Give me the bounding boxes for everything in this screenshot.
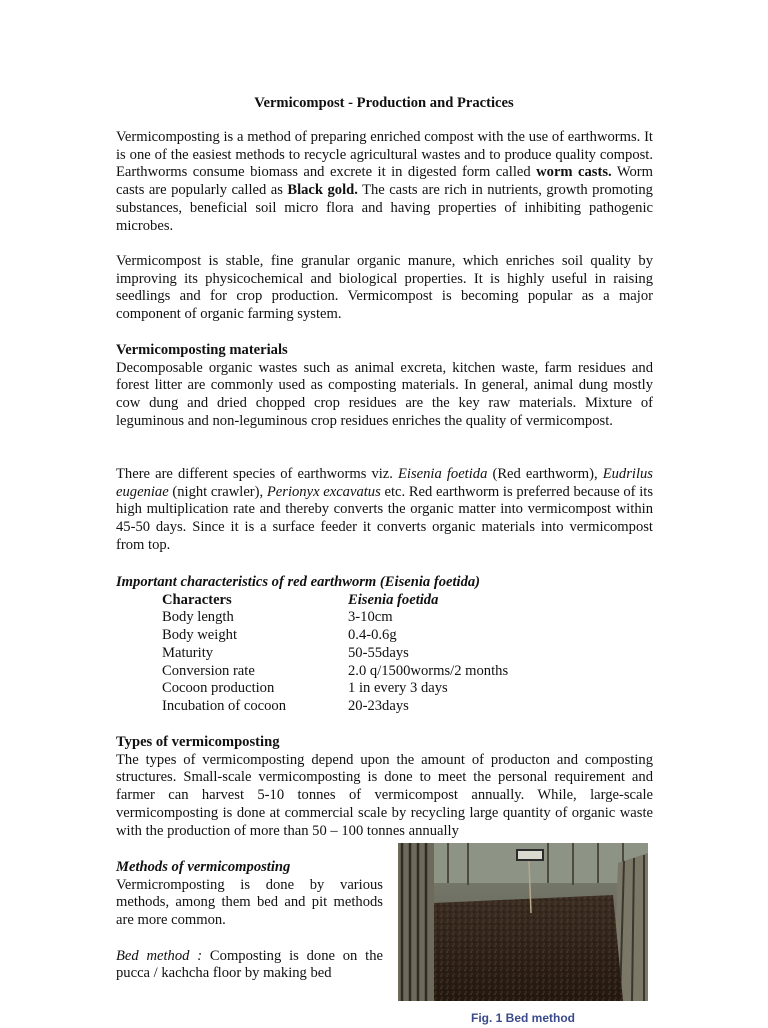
table-cell-value: 3-10cm [348,609,393,626]
table-header-characters: Characters [162,591,232,608]
species-perionyx: Perionyx excavatus [266,483,381,500]
bed-method-photo [398,843,648,1001]
intro-text-a: Vermicomposting is a method of preparing enriched compost with the use of earthworms. It is one of the easiest methods to recycle agricultural wastes and to produce quality compost. Earthworms consume biomass and excrete it in digested form called [116,129,653,181]
types-section [116,734,653,840]
page-title: Vermicompost - Production and Practices [254,95,514,111]
materials-section [116,342,653,431]
methods-section [116,859,383,983]
table-row [162,645,508,663]
characteristics-section [116,574,653,716]
species-text-e: (night crawler), [168,483,267,500]
bed-method-paragraph [116,948,383,983]
table-cell-value: 1 in every 3 days [348,680,448,697]
table-cell-value: 50-55days [348,644,409,661]
black-gold-term: Black gold. [287,182,358,199]
characteristics-heading: Important characteristics of red earthworm (Eisenia foetida) [116,574,481,590]
intro-paragraph-2: Vermicompost is stable, fine granular organic manure, which enriches soil quality by improving its physicochemical and biological properties. It is highly useful in raising seedlings and for crop production. Vermicompost is becoming popular as a major component of organic farming system. [116,253,653,323]
materials-text: Decomposable organic wastes such as animal excreta, kitchen waste, farm residues and forest litter are commonly used as composting materials. In general, animal dung mostly cow dung and dried chopped crop residues are the key raw materials. Mixture of leguminous and non-leguminous crop residues enriches the quality of vermicompost. [116,359,653,429]
table-cell-character: Maturity [162,644,214,661]
methods-heading: Methods of vermicomposting [116,859,291,875]
intro-text-c: Worm casts are popularly called as [116,164,653,199]
species-eisenia: Eisenia foetida [398,466,488,482]
table-cell-character: Body length [162,609,234,626]
methods-text: Vermicromposting is done by various methods, among them bed and pit methods are more common. [116,876,383,929]
table-row [162,698,508,716]
table-cell-value: 2.0 q/1500worms/2 months [348,662,509,679]
species-text-a: There are different species of earthworms viz. [116,466,398,482]
intro-paragraph-1 [116,129,653,235]
table-cell-character: Body weight [162,627,237,644]
species-text-g: etc. Red earthworm is preferred because of its high multiplication rate and thereby converts the organic matter into vermicompost within 45-50 days. Since it is a surface feeder it converts organic materials into vermicompost from top. [116,483,653,553]
characteristics-table [162,592,508,716]
table-cell-character: Incubation of cocoon [162,697,287,714]
table-cell-value: 0.4-0.6g [348,627,397,644]
bed-method-text: Composting is done on the pucca / kachcha floor by making bed [116,947,383,982]
table-header-species: Eisenia foetida [348,591,439,608]
table-row [162,627,508,645]
table-cell-value: 20-23days [348,697,409,714]
materials-heading: Vermicomposting materials [116,342,288,358]
species-eudrilus: Eudrilus eugeniae [116,466,653,500]
species-text-c: (Red earthworm), [487,466,603,482]
intro-text-e: The casts are rich in nutrients, growth promoting substances, beneficial soil micro flora and having properties of inhibiting pathogenic microbes. [116,182,653,234]
types-heading: Types of vermicomposting [116,734,280,750]
bed-method-label: Bed method : [116,947,203,964]
types-text: The types of vermicomposting depend upon the amount of producton and composting structures. Small-scale vermicomposting is done to meet the personal requirement and farmer can harvest 5-10 tonnes of vermicompost annually. While, large-scale vermicomposting is done at commercial scale by recycling large quantity of organic waste with the production of more than 50 – 100 tonnes annually [116,751,653,839]
table-row [162,663,508,681]
bed-method-illustration [398,843,648,1001]
table-header-row [162,592,508,610]
table-row [162,680,508,698]
species-paragraph [116,466,653,555]
worm-casts-term: worm casts. [536,164,612,181]
figure-caption: Fig. 1 Bed method [470,1011,575,1025]
table-cell-character: Cocoon production [162,680,275,697]
table-cell-character: Conversion rate [162,662,255,679]
table-row [162,609,508,627]
